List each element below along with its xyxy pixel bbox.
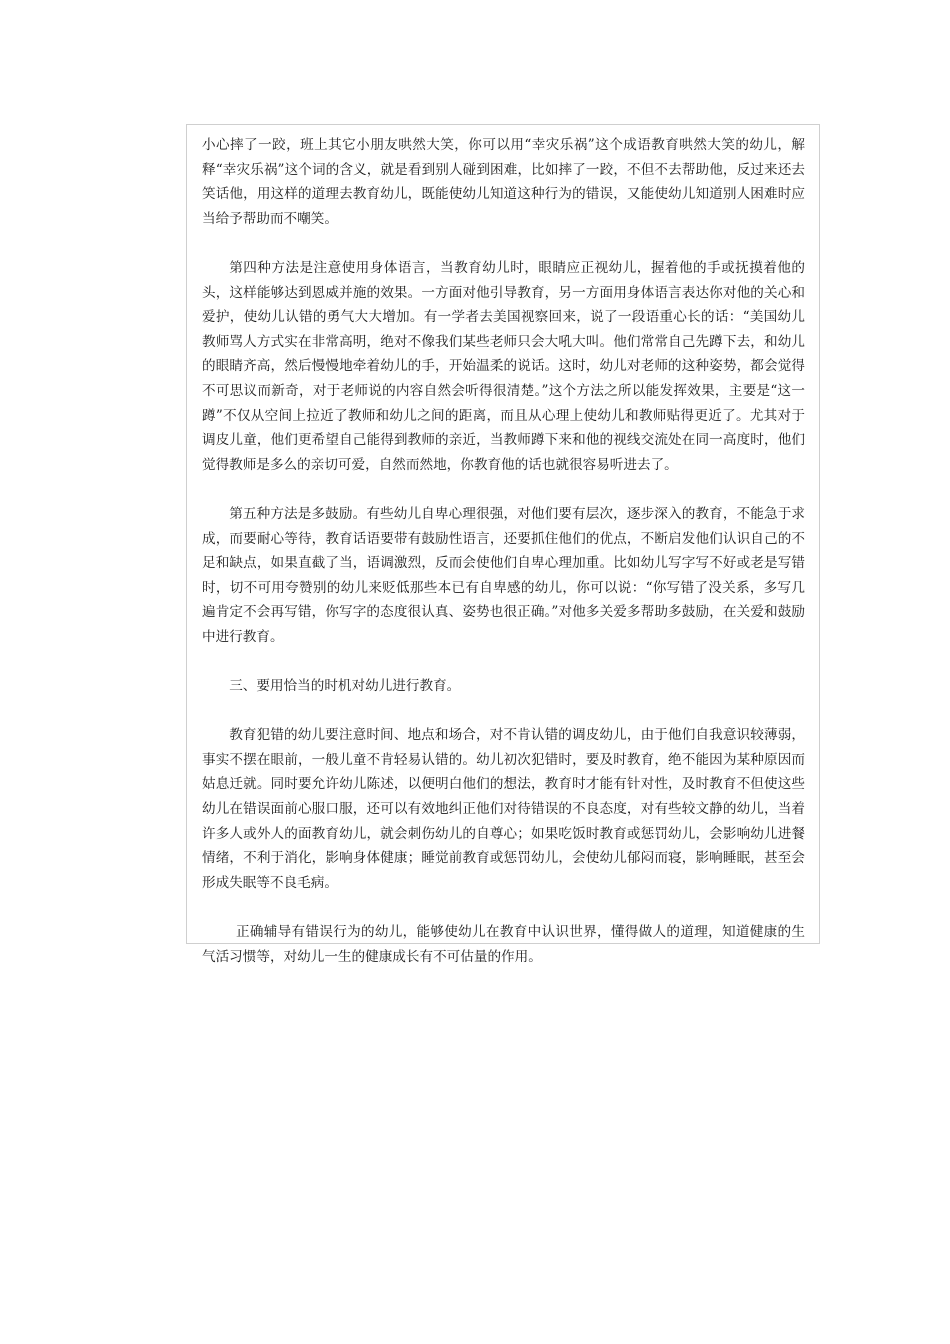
paragraph-conclusion: 正确辅导有错误行为的幼儿，能够使幼儿在教育中认识世界，懂得做人的道理，知道健康的生气活习惯等，对幼儿一生的健康成长有不可估量的作用。 — [202, 924, 805, 965]
paragraph-continuation: 小心摔了一跤，班上其它小朋友哄然大笑，你可以用“幸灾乐祸”这个成语教育哄然大笑的幼儿，解释“幸灾乐祸”这个词的含义，就是看到别人碰到困难，比如摔了一跤，不但不去帮助他，反过来还去笑话他，用这样的道理去教育幼儿，既能使幼儿知道这种行为的错误，又能使幼儿知道别人困难时应当给予帮助而不嘲笑。 — [202, 137, 805, 227]
paragraph-method-four: 第四种方法是注意使用身体语言，当教育幼儿时，眼睛应正视幼儿，握着他的手或抚摸着他的头，这样能够达到恩威并施的效果。一方面对他引导教育，另一方面用身体语言表达你对他的关心和爱护，使幼儿认错的勇气大大增加。有一学者去美国视察回来，说了一段语重心长的话：“美国幼儿教师骂人方式实在非常高明，绝对不像我们某些老师只会大吼大叫。他们常常自己先蹲下去，和幼儿的眼睛齐高，然后慢慢地牵着幼儿的手，开始温柔的说话。这时，幼儿对老师的这种姿势，都会觉得不可思议而新奇，对于老师说的内容自然会听得很清楚。”这个方法之所以能发挥效果，主要是“这一蹲”不仅从空间上拉近了教师和幼儿之间的距离，而且从心理上使幼儿和教师贴得更近了。尤其对于调皮儿童，他们更希望自己能得到教师的亲近，当教师蹲下来和他的视线交流处在同一高度时，他们觉得教师是多么的亲切可爱，自然而然地，你教育他的话也就很容易听进去了。 — [202, 259, 805, 473]
paragraph-method-five: 第五种方法是多鼓励。有些幼儿自卑心理很强，对他们要有层次，逐步深入的教育，不能急于求成，而要耐心等待，教育话语要带有鼓励性语言，还要抓住他们的优点，不断启发他们认识自己的不足和缺点，如果直截了当，语调激烈，反而会使他们自卑心理加重。比如幼儿写字写不好或老是写错时，切不可用夸赞别的幼儿来贬低那些本已有自卑感的幼儿，你可以说：“你写错了没关系，多写几遍肯定不会再写错，你写字的态度很认真、姿势也很正确。”对他多关爱多帮助多鼓励，在关爱和鼓励中进行教育。 — [202, 505, 805, 645]
paragraph-spacer — [202, 699, 805, 724]
paragraph-spacer — [202, 477, 805, 502]
document-frame — [186, 124, 820, 965]
paragraph-spacer — [202, 649, 805, 674]
paragraph-timing: 教育犯错的幼儿要注意时间、地点和场合，对不肯认错的调皮幼儿，由于他们自我意识较薄弱，事实不摆在眼前，一般儿童不肯轻易认错的。幼儿初次犯错时，要及时教育，绝不能因为某种原因而姑息迁就。同时要允许幼儿陈述，以便明白他们的想法，教育时才能有针对性，及时教育不但使这些幼儿在错误面前心服口服，还可以有效地纠正他们对待错误的不良态度，对有些较文静的幼儿，当着许多人或外人的面教育幼儿，就会刺伤幼儿的自尊心；如果吃饭时教育或惩罚幼儿，会影响幼儿进餐情绪，不利于消化，影响身体健康；睡觉前教育或惩罚幼儿，会使幼儿郁闷而寝，影响睡眠，甚至会形成失眠等不良毛病。 — [202, 727, 805, 891]
paragraph-spacer — [202, 231, 805, 256]
paragraph-spacer — [202, 895, 805, 920]
section-heading-three: 三、要用恰当的时机对幼儿进行教育。 — [229, 678, 461, 695]
